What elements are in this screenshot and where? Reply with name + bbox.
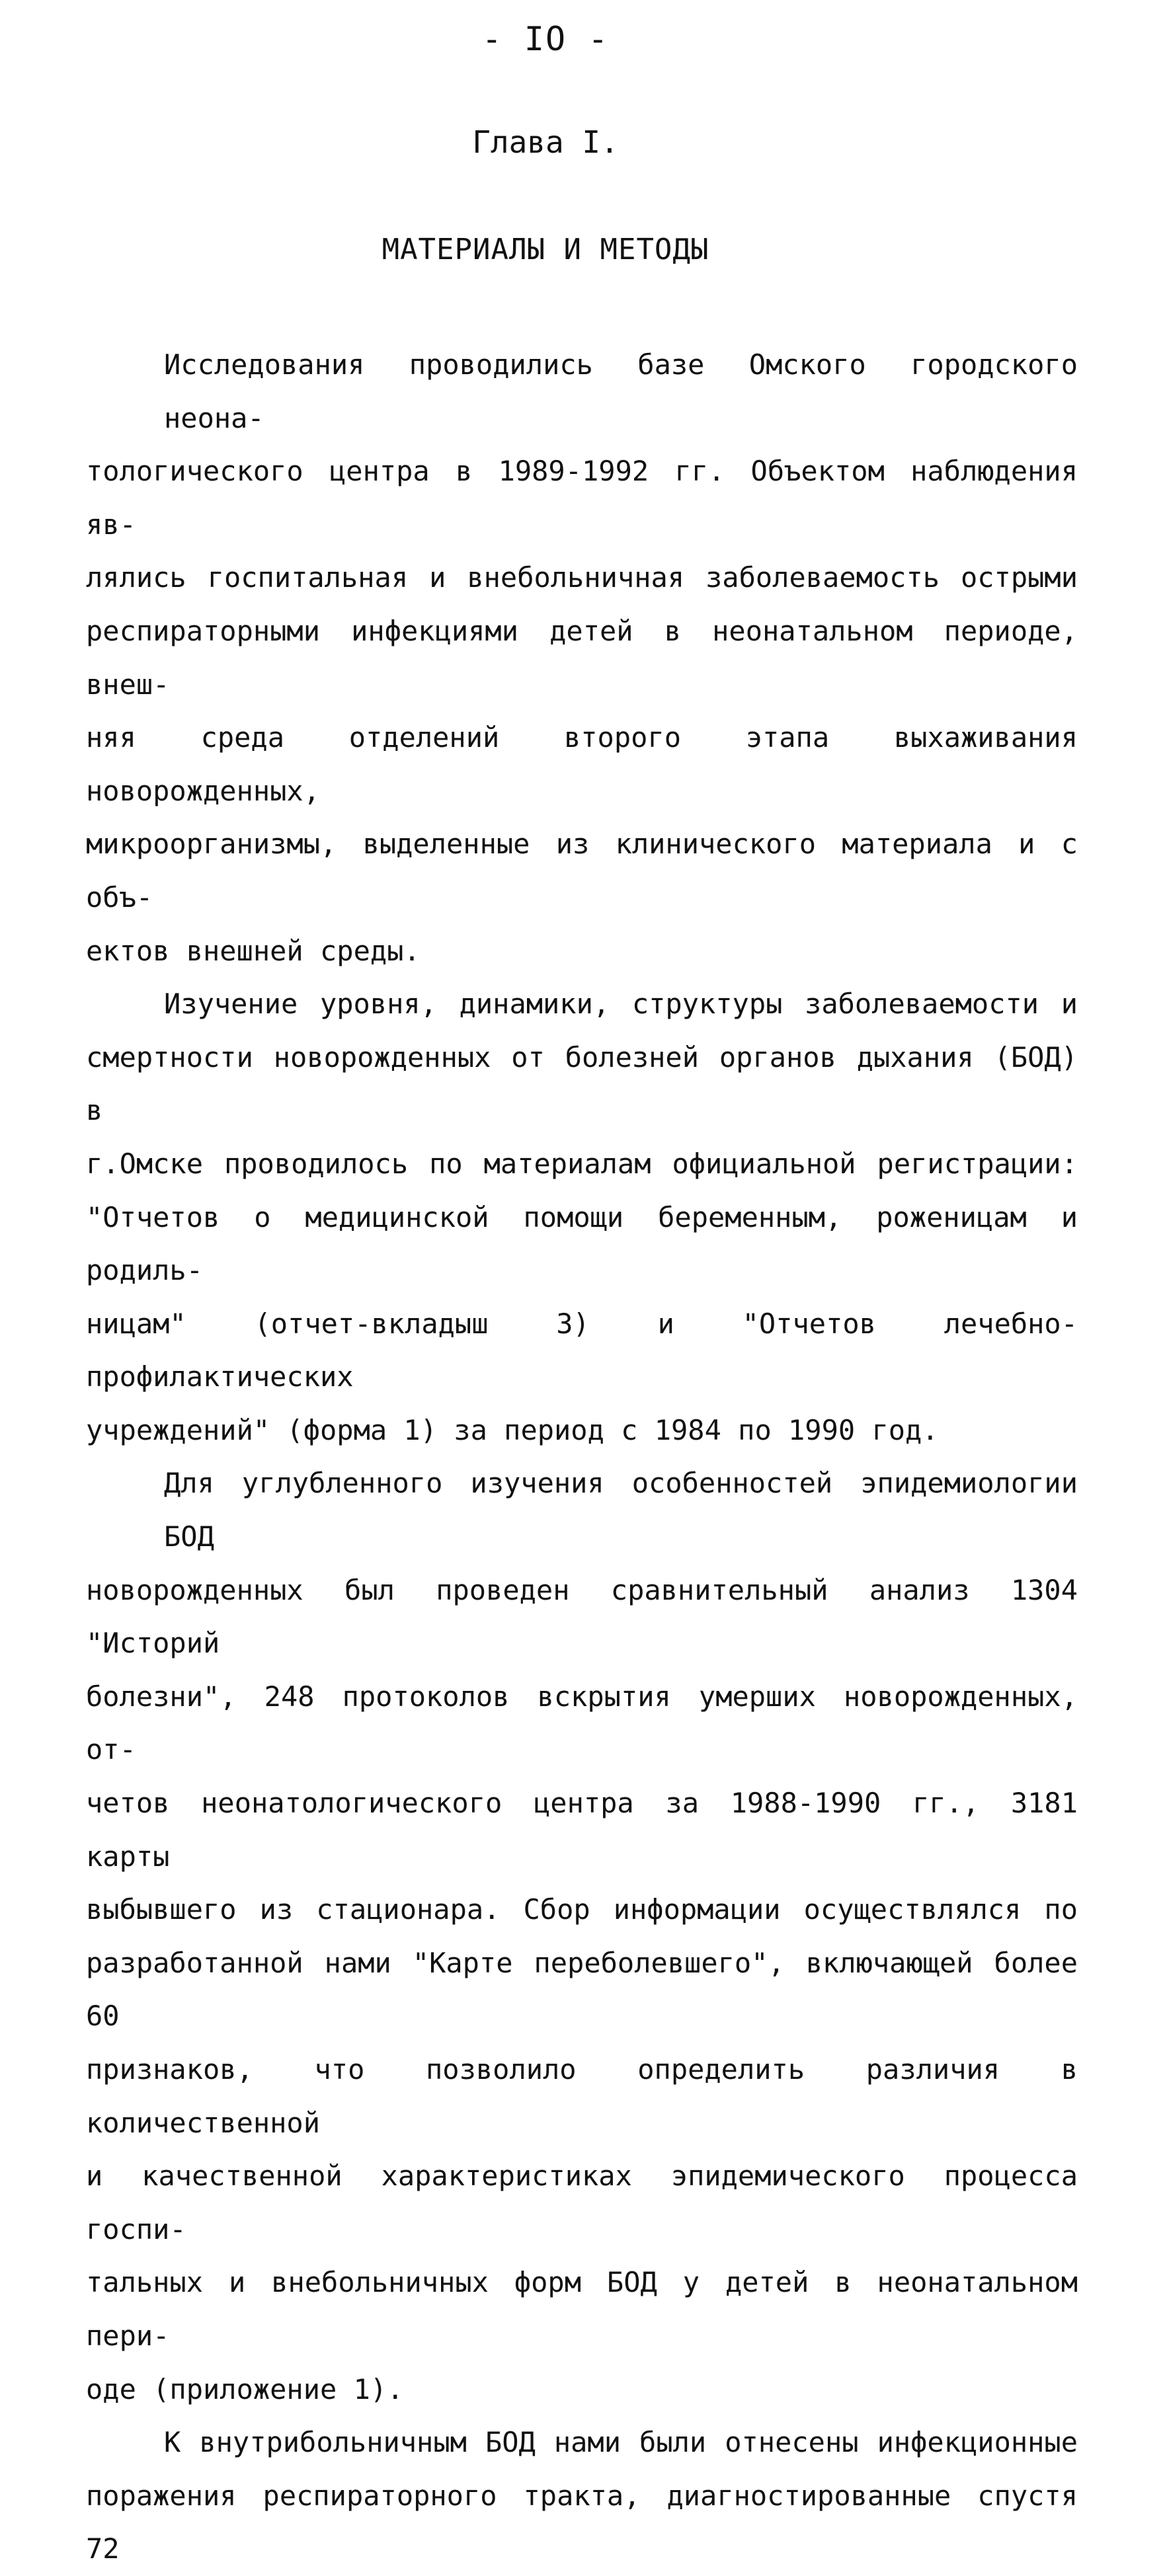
text-line: ницам" (отчет-вкладыш 3) и "Отчетов лечебно-профилактических (86, 1307, 1078, 1393)
text-line: "Отчетов о медицинской помощи беременным, роженицам и родиль- (86, 1200, 1078, 1287)
text-line: микроорганизмы, выделенные из клинического материала и с объ- (86, 828, 1078, 914)
text-line: Изучение уровня, динамики, структуры заболеваемости и (164, 988, 1078, 1021)
text-line: няя среда отделений второго этапа выхаживания новорожденных, (86, 721, 1078, 807)
text-line: лялись госпитальная и внебольничная заболеваемость острыми (86, 561, 1078, 594)
text-line: признаков, что позволило определить различия в количественной (86, 2053, 1078, 2139)
chapter-heading: Глава I. (472, 124, 619, 160)
text-line: смертности новорожденных от болезней органов дыхания (БОД) в (86, 1040, 1078, 1127)
text-line: респираторными инфекциями детей в неонатальном периоде, внеш- (86, 614, 1078, 701)
text-line: четов неонатологического центра за 1988-1990 гг., 3181 карты (86, 1787, 1078, 1873)
text-line: Исследования проводились базе Омского городского неона- (164, 348, 1078, 434)
text-line: и качественной характеристиках эпидемического процесса госпи- (86, 2160, 1078, 2245)
text-line: поражения респираторного тракта, диагностированные спустя 72 (86, 2479, 1078, 2565)
body-text (86, 338, 1078, 2576)
text-line: выбывшего из стационара. Сбор информации осуществлялся по (86, 1893, 1078, 1926)
text-line: учреждений" (форма 1) за период с 1984 по 1990 год. (86, 1413, 939, 1446)
text-line: ектов внешней среды. (86, 934, 421, 967)
section-title: МАТЕРИАЛЫ И МЕТОДЫ (382, 233, 709, 266)
text-line: г.Омске проводилось по материалам официальной регистрации: (86, 1147, 1078, 1180)
text-line: разработанной нами "Карте переболевшего", включающей более 60 (86, 1946, 1078, 2033)
text-line: тологического центра в 1989-1992 гг. Объектом наблюдения яв- (86, 455, 1078, 541)
text-line: оде (приложение 1). (86, 2372, 404, 2405)
page-number: - IO - (481, 20, 610, 58)
text-line: Для углубленного изучения особенностей эпидемиологии БОД (164, 1467, 1078, 1553)
text-line: болезни", 248 протоколов вскрытия умерших новорожденных, от- (86, 1680, 1078, 1766)
text-line: новорожденных был проведен сравнительный анализ 1304 "Историй (86, 1573, 1078, 1660)
text-line: тальных и внебольничных форм БОД у детей в неонатальном пери- (86, 2266, 1078, 2352)
text-line: К внутрибольничным БОД нами были отнесены инфекционные (164, 2426, 1078, 2459)
